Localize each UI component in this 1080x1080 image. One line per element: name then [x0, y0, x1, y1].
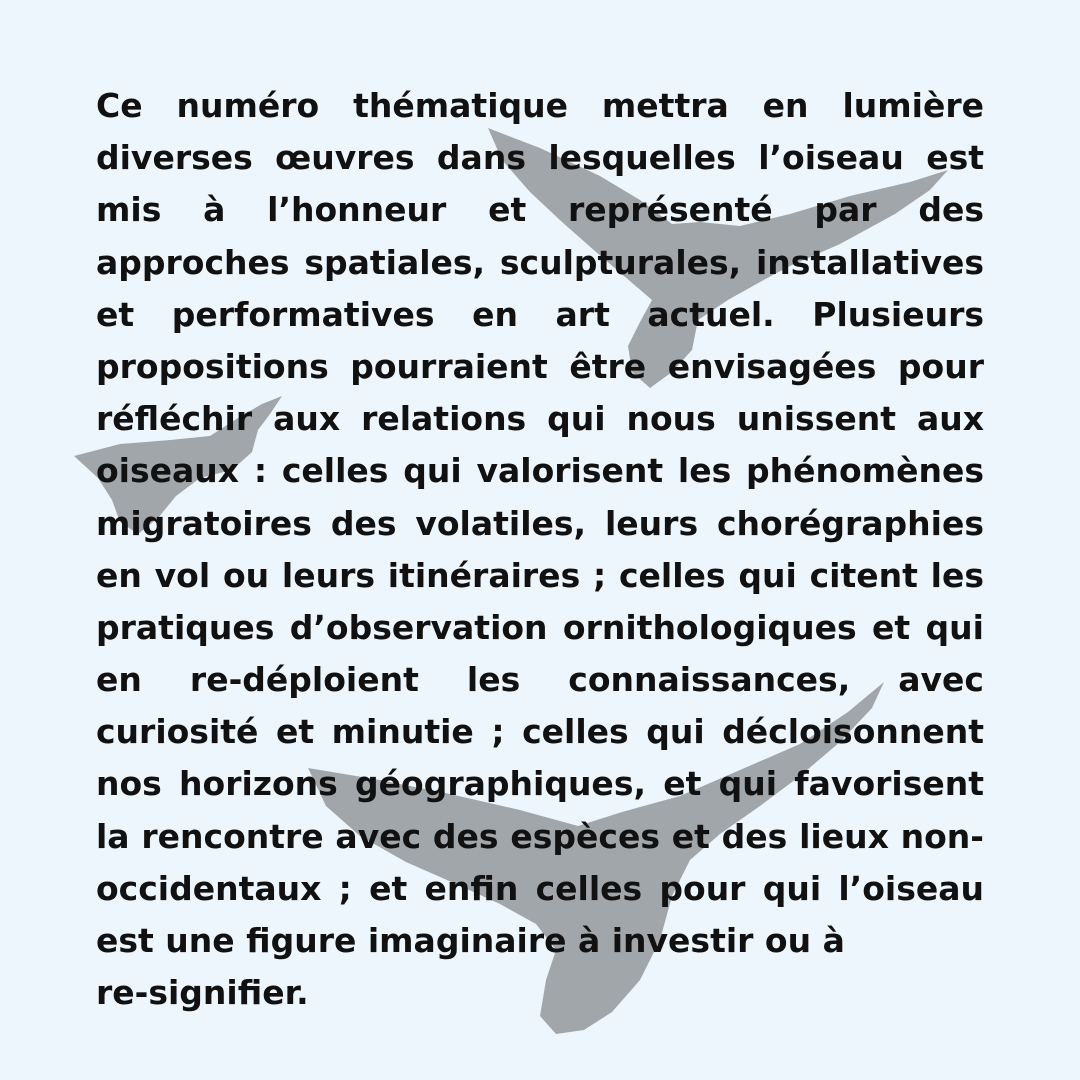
paragraph-line: est une figure imaginaire à investir ou à: [96, 921, 845, 960]
paragraph-line: occidentaux ; et enfin celles pour qui l’oiseau: [96, 868, 984, 908]
paragraph-line: oiseaux : celles qui valorisent les phénomènes: [96, 451, 984, 491]
paragraph-line: et performatives en art actuel. Plusieurs: [96, 294, 984, 334]
paragraph-line: en re-déploient les connaissances, avec: [96, 660, 984, 700]
paragraph-line: la rencontre avec des espèces et des lieux non-: [96, 816, 984, 856]
paragraph-line: nos horizons géographiques, et qui favorisent: [96, 764, 984, 804]
paragraph: [96, 80, 984, 1019]
paragraph-line: en vol ou leurs itinéraires ; celles qui citent les: [96, 555, 984, 595]
paragraph-line: diverses œuvres dans lesquelles l’oiseau est: [96, 138, 984, 178]
paragraph-line: Ce numéro thématique mettra en lumière: [96, 86, 984, 125]
paragraph-line: propositions pourraient être envisagées pour: [96, 346, 984, 386]
paragraph-line: approches spatiales, sculpturales, installatives: [96, 242, 984, 282]
paragraph-line: migratoires des volatiles, leurs chorégraphies: [96, 503, 984, 543]
paragraph-line: curiosité et minutie ; celles qui décloisonnent: [96, 712, 984, 752]
paragraph-line: pratiques d’observation ornithologiques et qui: [96, 607, 984, 647]
paragraph-line: mis à l’honneur et représenté par des: [96, 190, 984, 230]
paragraph-line: re-signifier.: [96, 973, 309, 1013]
paragraph-line: réfléchir aux relations qui nous unissent aux: [96, 399, 984, 439]
